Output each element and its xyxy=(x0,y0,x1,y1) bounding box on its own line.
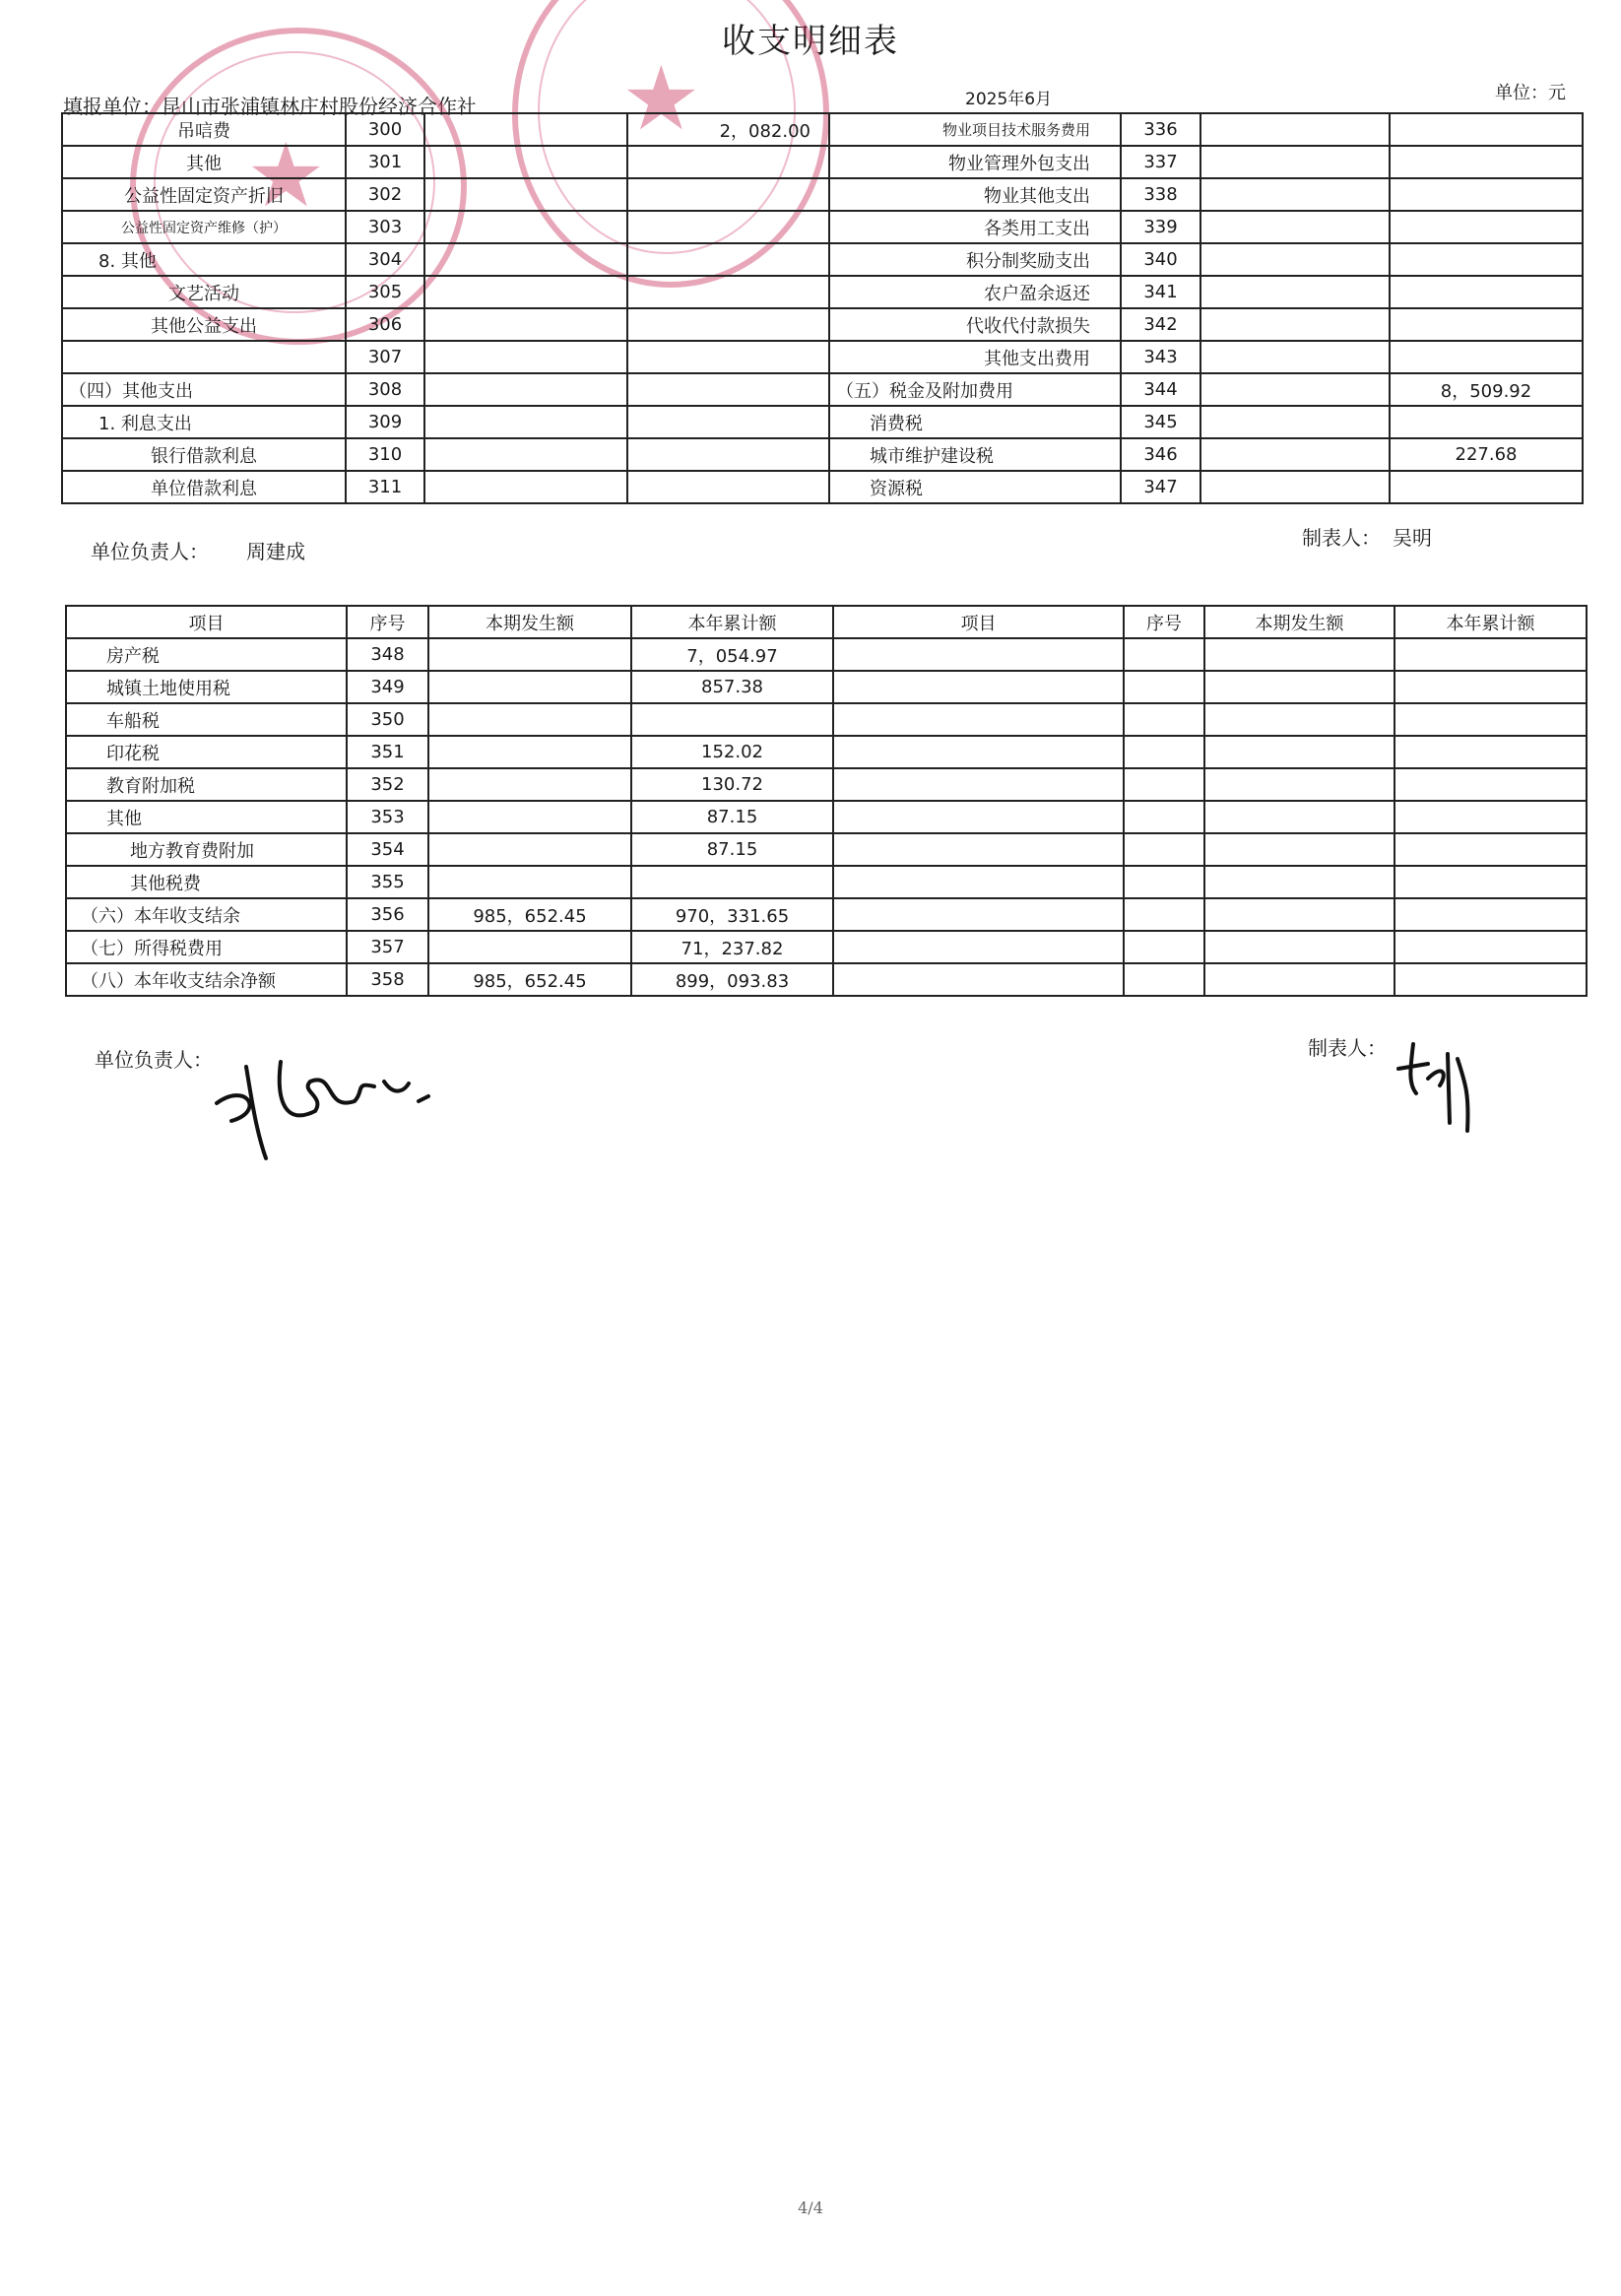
ytd-amount-cell: 970，331.65 xyxy=(631,898,833,931)
seq-no-cell: 304 xyxy=(346,243,424,276)
ytd-amount-cell xyxy=(627,276,829,308)
preparer-signature xyxy=(1389,1024,1487,1143)
empty-cell xyxy=(833,703,1124,736)
current-amount-cell: 985，652.45 xyxy=(428,963,631,996)
column-header: 本期发生额 xyxy=(428,606,631,638)
current-amount-cell xyxy=(1200,438,1390,471)
current-amount-cell xyxy=(424,243,627,276)
item-cell: （八）本年收支结余净额 xyxy=(66,963,347,996)
current-amount-cell xyxy=(1200,471,1390,503)
item-cell: 公益性固定资产折旧 xyxy=(62,178,346,211)
empty-cell xyxy=(1124,833,1204,866)
ytd-amount-cell xyxy=(631,703,833,736)
empty-cell xyxy=(1124,801,1204,833)
table-row xyxy=(62,373,1583,406)
seq-no-cell: 346 xyxy=(1121,438,1200,471)
empty-cell xyxy=(833,736,1124,768)
empty-cell xyxy=(1394,866,1587,898)
empty-cell xyxy=(1124,898,1204,931)
current-amount-cell xyxy=(1200,276,1390,308)
page-number: 4/4 xyxy=(798,2198,823,2217)
current-amount-cell: 985，652.45 xyxy=(428,898,631,931)
ytd-amount-cell: 2，082.00 xyxy=(627,113,829,146)
tax-detail-table xyxy=(65,605,1588,997)
table-row xyxy=(66,898,1587,931)
item-cell xyxy=(62,341,346,373)
empty-cell xyxy=(1204,898,1394,931)
item-cell: 农户盈余返还 xyxy=(829,276,1121,308)
empty-cell xyxy=(1124,963,1204,996)
empty-cell xyxy=(1394,833,1587,866)
ytd-amount-cell: 87.15 xyxy=(631,801,833,833)
current-amount-cell xyxy=(428,866,631,898)
ytd-amount-cell xyxy=(627,211,829,243)
empty-cell xyxy=(1204,963,1394,996)
item-cell: 单位借款利息 xyxy=(62,471,346,503)
item-cell: 物业管理外包支出 xyxy=(829,146,1121,178)
current-amount-cell xyxy=(424,341,627,373)
table-row xyxy=(62,406,1583,438)
item-cell: 物业其他支出 xyxy=(829,178,1121,211)
current-amount-cell xyxy=(424,178,627,211)
empty-cell xyxy=(1204,866,1394,898)
current-amount-cell xyxy=(1200,373,1390,406)
ytd-amount-cell xyxy=(627,373,829,406)
seq-no-cell: 347 xyxy=(1121,471,1200,503)
item-cell: 教育附加税 xyxy=(66,768,347,801)
item-cell: 积分制奖励支出 xyxy=(829,243,1121,276)
column-header: 序号 xyxy=(1124,606,1204,638)
column-header: 项目 xyxy=(66,606,347,638)
ytd-amount-cell xyxy=(1390,341,1583,373)
item-cell: 资源税 xyxy=(829,471,1121,503)
ytd-amount-cell xyxy=(1390,406,1583,438)
empty-cell xyxy=(1394,638,1587,671)
preparer-name: 吴明 xyxy=(1393,526,1432,550)
empty-cell xyxy=(1204,638,1394,671)
empty-cell xyxy=(1394,963,1587,996)
empty-cell xyxy=(1394,801,1587,833)
current-amount-cell xyxy=(1200,211,1390,243)
seq-no-cell: 305 xyxy=(346,276,424,308)
expense-detail-table xyxy=(61,112,1584,504)
item-cell: 代收代付款损失 xyxy=(829,308,1121,341)
empty-cell xyxy=(1124,703,1204,736)
reporting-unit: 填报单位：昆山市张浦镇林庄村股份经济合作社 xyxy=(63,95,477,118)
item-cell: 印花税 xyxy=(66,736,347,768)
empty-cell xyxy=(1394,931,1587,963)
item-cell: 1. 利息支出 xyxy=(62,406,346,438)
empty-cell xyxy=(1204,801,1394,833)
column-header: 本年累计额 xyxy=(1394,606,1587,638)
item-cell: 地方教育费附加 xyxy=(66,833,347,866)
seq-no-cell: 350 xyxy=(347,703,428,736)
seq-no-cell: 307 xyxy=(346,341,424,373)
ytd-amount-cell xyxy=(627,243,829,276)
ytd-amount-cell: 7，054.97 xyxy=(631,638,833,671)
unit-head-label-2: 单位负责人： xyxy=(95,1048,213,1072)
empty-cell xyxy=(1394,768,1587,801)
current-amount-cell xyxy=(428,638,631,671)
current-amount-cell xyxy=(424,406,627,438)
current-amount-cell xyxy=(1200,406,1390,438)
item-cell: 物业项目技术服务费用 xyxy=(829,113,1121,146)
current-amount-cell xyxy=(428,671,631,703)
column-header: 本期发生额 xyxy=(1204,606,1394,638)
empty-cell xyxy=(1204,931,1394,963)
currency-unit: 单位：元 xyxy=(1495,83,1566,103)
ytd-amount-cell xyxy=(1390,471,1583,503)
item-cell: （四）其他支出 xyxy=(62,373,346,406)
seq-no-cell: 349 xyxy=(347,671,428,703)
empty-cell xyxy=(833,671,1124,703)
empty-cell xyxy=(833,768,1124,801)
ytd-amount-cell xyxy=(1390,211,1583,243)
current-amount-cell xyxy=(1200,178,1390,211)
empty-cell xyxy=(833,638,1124,671)
table-row xyxy=(66,736,1587,768)
empty-cell xyxy=(833,898,1124,931)
seq-no-cell: 306 xyxy=(346,308,424,341)
ytd-amount-cell xyxy=(1390,113,1583,146)
empty-cell xyxy=(1394,703,1587,736)
empty-cell xyxy=(1394,736,1587,768)
table-row xyxy=(66,833,1587,866)
item-cell: （五）税金及附加费用 xyxy=(829,373,1121,406)
current-amount-cell xyxy=(424,308,627,341)
official-seal-stamp: ★ xyxy=(130,28,467,345)
ytd-amount-cell xyxy=(1390,243,1583,276)
item-cell: 文艺活动 xyxy=(62,276,346,308)
seq-no-cell: 308 xyxy=(346,373,424,406)
item-cell: 各类用工支出 xyxy=(829,211,1121,243)
current-amount-cell xyxy=(424,471,627,503)
ytd-amount-cell xyxy=(627,146,829,178)
seq-no-cell: 338 xyxy=(1121,178,1200,211)
ytd-amount-cell: 130.72 xyxy=(631,768,833,801)
current-amount-cell xyxy=(428,801,631,833)
empty-cell xyxy=(1124,866,1204,898)
seq-no-cell: 353 xyxy=(347,801,428,833)
item-cell: 8. 其他 xyxy=(62,243,346,276)
current-amount-cell xyxy=(428,833,631,866)
table-row xyxy=(66,671,1587,703)
empty-cell xyxy=(1394,898,1587,931)
table-row xyxy=(66,931,1587,963)
preparer-label: 制表人： xyxy=(1302,526,1381,550)
ytd-amount-cell xyxy=(1390,178,1583,211)
table-row xyxy=(62,146,1583,178)
empty-cell xyxy=(833,866,1124,898)
empty-cell xyxy=(1204,768,1394,801)
ytd-amount-cell xyxy=(627,438,829,471)
current-amount-cell xyxy=(428,931,631,963)
item-cell: 车船税 xyxy=(66,703,347,736)
current-amount-cell xyxy=(424,373,627,406)
table-row xyxy=(62,438,1583,471)
table-row xyxy=(62,308,1583,341)
seq-no-cell: 344 xyxy=(1121,373,1200,406)
empty-cell xyxy=(1204,833,1394,866)
seq-no-cell: 342 xyxy=(1121,308,1200,341)
ytd-amount-cell: 71，237.82 xyxy=(631,931,833,963)
empty-cell xyxy=(833,801,1124,833)
empty-cell xyxy=(833,963,1124,996)
item-cell: 吊唁费 xyxy=(62,113,346,146)
seq-no-cell: 336 xyxy=(1121,113,1200,146)
empty-cell xyxy=(1124,931,1204,963)
empty-cell xyxy=(1204,671,1394,703)
seq-no-cell: 352 xyxy=(347,768,428,801)
table-row xyxy=(66,866,1587,898)
ytd-amount-cell xyxy=(1390,276,1583,308)
current-amount-cell xyxy=(424,211,627,243)
empty-cell xyxy=(833,931,1124,963)
table-row xyxy=(62,341,1583,373)
table-row xyxy=(62,243,1583,276)
ytd-amount-cell: 152.02 xyxy=(631,736,833,768)
seq-no-cell: 311 xyxy=(346,471,424,503)
table-row xyxy=(62,471,1583,503)
seq-no-cell: 339 xyxy=(1121,211,1200,243)
seq-no-cell: 354 xyxy=(347,833,428,866)
ytd-amount-cell: 857.38 xyxy=(631,671,833,703)
item-cell: 其他公益支出 xyxy=(62,308,346,341)
seq-no-cell: 303 xyxy=(346,211,424,243)
seq-no-cell: 343 xyxy=(1121,341,1200,373)
table-row xyxy=(66,801,1587,833)
finance-seal-stamp: ★ xyxy=(512,0,829,288)
ytd-amount-cell: 899，093.83 xyxy=(631,963,833,996)
ytd-amount-cell xyxy=(627,471,829,503)
item-cell: 其他支出费用 xyxy=(829,341,1121,373)
table-row xyxy=(62,178,1583,211)
seq-no-cell: 358 xyxy=(347,963,428,996)
ytd-amount-cell xyxy=(1390,146,1583,178)
current-amount-cell xyxy=(1200,146,1390,178)
current-amount-cell xyxy=(424,146,627,178)
preparer-label-2: 制表人： xyxy=(1308,1036,1387,1060)
ytd-amount-cell xyxy=(1390,308,1583,341)
current-amount-cell xyxy=(424,276,627,308)
table-row xyxy=(66,703,1587,736)
column-header: 序号 xyxy=(347,606,428,638)
seq-no-cell: 341 xyxy=(1121,276,1200,308)
page-title: 收支明细表 xyxy=(722,22,899,61)
seq-no-cell: 340 xyxy=(1121,243,1200,276)
current-amount-cell xyxy=(1200,243,1390,276)
ytd-amount-cell xyxy=(627,341,829,373)
ytd-amount-cell: 87.15 xyxy=(631,833,833,866)
table-row xyxy=(66,638,1587,671)
current-amount-cell xyxy=(1200,341,1390,373)
current-amount-cell xyxy=(1200,113,1390,146)
item-cell: 公益性固定资产维修（护） xyxy=(62,211,346,243)
seq-no-cell: 301 xyxy=(346,146,424,178)
ytd-amount-cell: 8，509.92 xyxy=(1390,373,1583,406)
item-cell: （七）所得税费用 xyxy=(66,931,347,963)
empty-cell xyxy=(1204,703,1394,736)
seq-no-cell: 310 xyxy=(346,438,424,471)
ytd-amount-cell xyxy=(631,866,833,898)
seq-no-cell: 345 xyxy=(1121,406,1200,438)
empty-cell xyxy=(1124,768,1204,801)
item-cell: 房产税 xyxy=(66,638,347,671)
empty-cell xyxy=(1124,671,1204,703)
column-header: 项目 xyxy=(833,606,1124,638)
unit-head-name: 周建成 xyxy=(246,540,305,563)
seq-no-cell: 355 xyxy=(347,866,428,898)
table-row xyxy=(62,276,1583,308)
ytd-amount-cell: 227.68 xyxy=(1390,438,1583,471)
current-amount-cell xyxy=(424,113,627,146)
item-cell: 其他 xyxy=(66,801,347,833)
column-header: 本年累计额 xyxy=(631,606,833,638)
seq-no-cell: 302 xyxy=(346,178,424,211)
empty-cell xyxy=(1124,638,1204,671)
ytd-amount-cell xyxy=(627,308,829,341)
unit-head-signature xyxy=(207,1042,443,1170)
seq-no-cell: 351 xyxy=(347,736,428,768)
ytd-amount-cell xyxy=(627,406,829,438)
item-cell: 其他 xyxy=(62,146,346,178)
item-cell: 其他税费 xyxy=(66,866,347,898)
item-cell: 消费税 xyxy=(829,406,1121,438)
table-header-row xyxy=(66,606,1587,638)
current-amount-cell xyxy=(428,768,631,801)
table-row xyxy=(66,963,1587,996)
seq-no-cell: 300 xyxy=(346,113,424,146)
current-amount-cell xyxy=(428,703,631,736)
table-row xyxy=(62,211,1583,243)
ytd-amount-cell xyxy=(627,178,829,211)
seq-no-cell: 357 xyxy=(347,931,428,963)
seq-no-cell: 309 xyxy=(346,406,424,438)
item-cell: （六）本年收支结余 xyxy=(66,898,347,931)
item-cell: 城市维护建设税 xyxy=(829,438,1121,471)
seq-no-cell: 348 xyxy=(347,638,428,671)
empty-cell xyxy=(1124,736,1204,768)
empty-cell xyxy=(833,833,1124,866)
seq-no-cell: 337 xyxy=(1121,146,1200,178)
table-row xyxy=(62,113,1583,146)
item-cell: 银行借款利息 xyxy=(62,438,346,471)
current-amount-cell xyxy=(424,438,627,471)
seq-no-cell: 356 xyxy=(347,898,428,931)
empty-cell xyxy=(1394,671,1587,703)
empty-cell xyxy=(1204,736,1394,768)
current-amount-cell xyxy=(428,736,631,768)
item-cell: 城镇土地使用税 xyxy=(66,671,347,703)
current-amount-cell xyxy=(1200,308,1390,341)
table-row xyxy=(66,768,1587,801)
report-period: 2025年6月 xyxy=(965,90,1053,109)
unit-head-label: 单位负责人： xyxy=(91,540,209,563)
